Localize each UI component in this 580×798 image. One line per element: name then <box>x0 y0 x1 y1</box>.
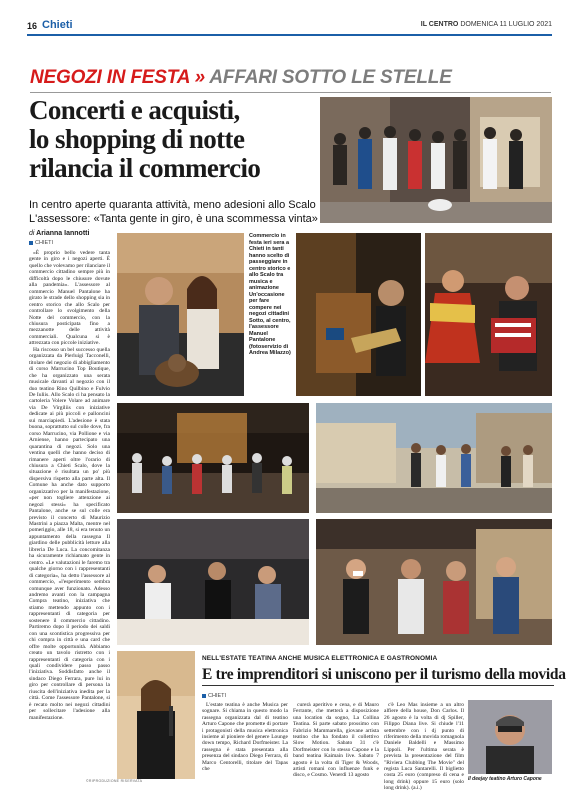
photo-couple-dog[interactable] <box>117 233 244 396</box>
sidebar-paragraph: curerà aperitivo e cena, e di Mauro Ferrante, che metterà a disposizione una location da sogno, La Collina Teatina. Si parte sabato prossimo con Fabrizio Mammarella, giovane artista teatino che ha fondato il collettivo Slow Motion. Sabato 31 c'è Dorfmeister con lo stesso Capone e la band teatina Kaimain live. Sabato 7 agosto è la volta di Tiger & Woods, artisti romani con influenze funk e disco, e Cosmo. Venerdì 13 agosto <box>293 702 379 779</box>
photo-singer[interactable] <box>117 651 195 779</box>
photo-group-street[interactable] <box>320 97 552 223</box>
article-paragraph: «È proprio bello vedere tanta gente in giro e i negozi aperti. È quello che volevamo per rilanciare il commercio cittadino sempre più in difficoltà dopo le chiusure dovute alla pandemia». L'assessore al commercio Manuel Pantalone ha girato le strade dello shopping sia in centro storico che allo Scalo per controllare lo svolgimento della Notte del commercio, con la chiusura posticipata fino a mezzanotte delle attività commerciali. Qualcuna si è attrezzata con piccole iniziative. <box>29 250 110 347</box>
photo-assessor-table[interactable] <box>117 519 309 645</box>
byline <box>29 230 89 237</box>
masthead-date <box>421 21 552 28</box>
copyright-note: ©RIPRODUZIONE RISERVATA <box>86 779 143 783</box>
dateline-marker-icon <box>202 694 206 698</box>
sidebar-paragraph: L'estate teatina è anche Musica per sognare. Si chiama in questo modo la rassegna organizzata dal di teatino Arturo Capone che promette di portare i protagonisti della musica elettronica insieme al pioniere del genere Lounge down tempo, Richard Dorfmeister. La rassegna è stata presentata alla presenza del sindaco Diego Ferrara, di Marco Centorelli, titolare del Tapas che <box>202 702 288 773</box>
sidebar-dateline: CHIETI <box>202 693 226 699</box>
author-name: Arianna Iannotti <box>36 230 90 237</box>
headline-line: lo shopping di notte <box>29 124 245 154</box>
photo-caption: Commercio in festa ieri sera a Chieti in tanti hanno scelto di passeggiare in centro storico e allo Scalo tra musica e animazione Un'occasione per fare compere nei negozi cittadini Sotto, al centro, l'assessore Manuel Pantalone (fotoservizio di Andrea Milazzo) <box>249 233 291 356</box>
sidebar-kicker: NELL'ESTATE TEATINA ANCHE MUSICA ELETTRONICA E GASTRONOMIA <box>202 655 438 662</box>
subhead-line: L'assessore: «Tanta gente in giro, è una scommessa vinta» <box>29 213 318 225</box>
photo-guitarist[interactable] <box>296 233 421 396</box>
dateline: CHIETI <box>29 240 53 246</box>
kicker-arrow: » <box>194 67 206 88</box>
deejay-photo-caption: Il deejay teatino Arturo Capone <box>468 776 542 782</box>
kicker <box>30 67 452 89</box>
kicker-subtopic: AFFARI SOTTO LE STELLE <box>209 67 452 88</box>
dateline-marker-icon <box>29 241 33 245</box>
sidebar-paragraph: c'è Leo Mas insieme a un altro alfiere della house, Don Carlos. Il 26 agosto è la volta di dj Spiller, Filippo Diana live. Si chiude l'11 settembre con i dj punto di riferimento della movida romagnola Daniele Baldelli e Massimo Lippoli. Per l'ultima serata è prevista la presentazione del film "Riviera Clubbing The Movie" del regista Luca Santarelli. Il biglietto costa 25 euro (compreso di cena e long drink) oppure 15 euro (solo long drink). (a.i.) <box>384 702 464 792</box>
newspaper-name: IL CENTRO <box>420 21 459 28</box>
section-name[interactable]: Chieti <box>42 19 73 31</box>
photo-night-crowd[interactable] <box>117 403 309 513</box>
photo-deejay[interactable] <box>468 700 552 774</box>
headline-line: rilancia il commercio <box>29 153 261 183</box>
header-rule <box>27 34 552 36</box>
headline[interactable] <box>29 96 311 183</box>
headline-line: Concerti e acquisti, <box>29 95 240 125</box>
sidebar-column-3 <box>384 702 464 792</box>
page-number: 16 <box>27 21 38 31</box>
photo-masked-group[interactable] <box>316 519 552 645</box>
sidebar-column-2 <box>293 702 379 786</box>
article-body <box>29 250 110 770</box>
article-paragraph: Ha riscosso un bel successo quella organizzata da Pierluigi Tacconelli, titolare del negozio di abbigliamento di corso Marrucino Top Boutique, che ha organizzato una serata musicale davanti al negozio con il duo teatino Rino Quilbino e Fulvio De Iuliis. Allo Scalo ci ha pensato la cartoleria Volere Volare ad animare via De Virgiliis con iniziative dedicate ai più piccoli e palloncini sui marciapiedi. L'adesione è stata buona, soprattutto sul colle dove, fra corso Marrucino, via Pollione e via Arniense, hanno partecipato una quarantina di negozi. Solo una ventina quelli che hanno deciso di rimanere aperti oltre l'orario di chiusura a Chieti Scalo, dove la situazione è risultata un po' più dispersiva rispetto alla parte alta. Il Comune ha anche dato supporto organizzativo per la manifestazione, «per non togliere attenzione ai negozi stessi» ha specificato Pantalone, anche se sul colle era previsto il concerto di Maurizio Mastrini a piazza Malta, mentre nel pomeriggio, alle 18, si era tenuto un appuntamento della rassegna Il giardino delle pubblicità letture alla libreria De Luca. La concomitanza ha sicuramente richiamato gente in centro. «Le valutazioni le faremo tra qualche giorno con i rappresentanti di categoria», ha detto l'assessore al commercio, «l'esperimento sembra comunque aver funzionato. Adesso andremo avanti con la campagna Compra teatino, iniziativa che stiamo mettendo appunto con i rappresentanti di categoria per sostenere il commercio cittadino. Partiremo dopo il periodo dei saldi con una scontistica progressiva per chi compra in città e una card che offre molte opportunità. Abbiamo creato un tavolo ristretto con i rappresentanti di categoria con i quali condividere passo passo l'iniziativa. Soddisfatto anche il sindaco Diego Ferrara, pure lui in giro per controllare di persona la riuscita dell'iniziativa inedita per la città. Come l'assessore Pantalone, si è recato molto nei negozi cittadini per sollecitare l'adesione alla manifestazione. <box>29 346 110 721</box>
photo-street-walkers[interactable] <box>316 403 552 513</box>
sidebar-column-1 <box>202 702 288 786</box>
sidebar-rule <box>202 685 554 686</box>
kicker-topic: NEGOZI IN FESTA <box>30 67 190 88</box>
subheadline <box>29 198 318 226</box>
byline-prefix: di <box>29 230 35 237</box>
subhead-line: In centro aperte quaranta attività, meno adesioni allo Scalo <box>29 199 316 211</box>
issue-date: DOMENICA 11 LUGLIO 2021 <box>460 21 552 28</box>
photo-accordion-player[interactable] <box>425 233 552 396</box>
sidebar-headline[interactable]: E tre imprenditori si uniscono per il turismo della movida <box>202 666 566 683</box>
kicker-rule <box>30 92 551 93</box>
